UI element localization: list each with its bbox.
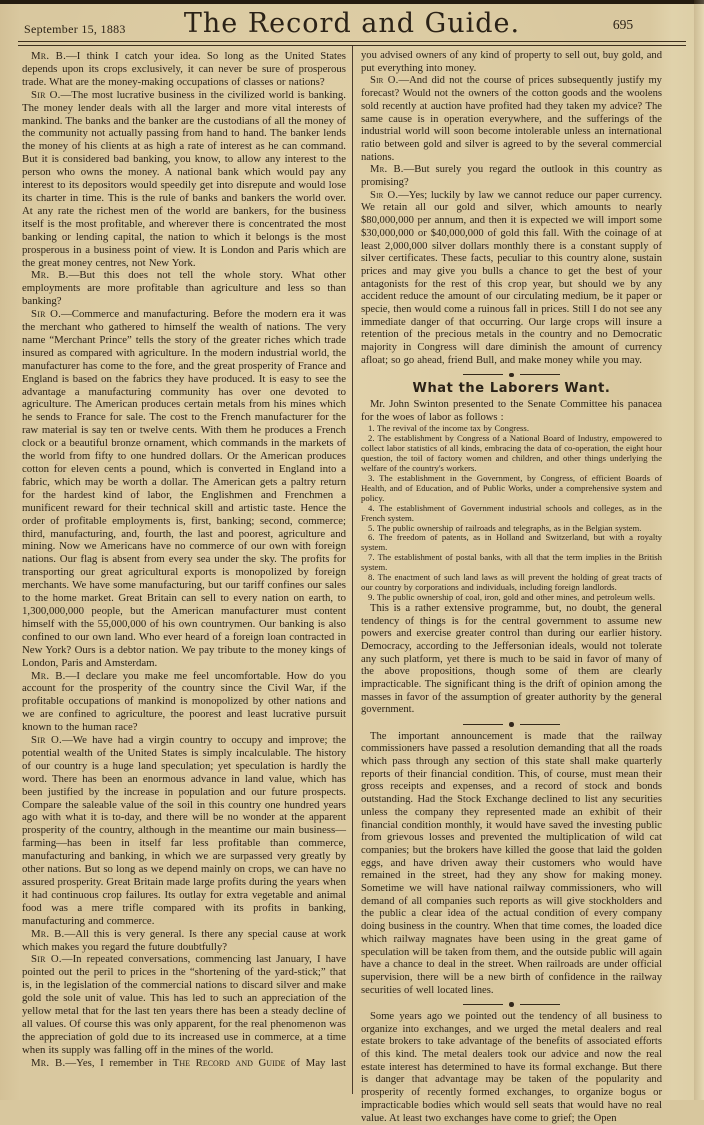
speaker-label: Sir O. xyxy=(31,308,61,321)
speaker-label: Sir O. xyxy=(31,88,61,101)
speaker-label: Mr. B. xyxy=(31,1056,66,1069)
list-item: 5. The public ownership of railroads and telegraphs, as in the Belgian system. xyxy=(368,522,642,533)
speaker-label: Mr. B. xyxy=(370,164,404,176)
list-item: 1. The revival of the income tax by Congress. xyxy=(368,423,529,434)
paragraph-text: you advised owners of any kind of property to sell out, buy gold, and put everything into money. xyxy=(361,50,662,74)
paragraph-text: —The most lucrative business in the civilized world is banking. The money lender deals with all the larger and more vital interests of mankind. The banks and the banker are the custodians of all the money of the community not actually passing from hand to hand. The banker lends the money of his clients at as high a rate of interest as he can command. But it is considered bad banking, you know, to allow any interest to the person who owns the money. A national bank which would pay any interest to its depositors would speedily get into disrepute and would lose its charter in time. This is the rule of banks and bankers the world over. At any rate the richest men of the world are bankers, for the business itself is the most profitable, and wherever there is concentrated the most banking or lending capital, the nation to which it belongs is the most prosperous in a business point of view. It is London and Paris which are the great money centres, not New York. xyxy=(22,88,347,269)
page-edge-right xyxy=(694,0,704,1100)
paragraph-text: —In repeated conversations, commencing last January, I have pointed out the peril to prices in the “shortening of the yard-stick;” that is, in the legislation of the commercial nations to discard silver and make gold the sole unit of value. This has led to such an appreciation of the yellow metal that for the last ten years there has been a steady decline of all values. Of course this was only apparent, for the real phenomenon was the appreciation of gold due to its increased use in commerce, at a time when its supply was falling off in the mines of the world. xyxy=(22,953,346,1056)
paragraph-text: —I declare you make me feel uncomfortable. How do you account for the prosperity of the country since the Civil War, if the profitable occupations of mankind is monopolized by other nations and we are confined to agriculture, the poorest and least lucrative pursuit known to the human race? xyxy=(22,669,346,734)
paragraph xyxy=(361,190,662,368)
paragraph xyxy=(22,670,346,735)
paragraph-text: —We have had a virgin country to occupy and improve; the potential wealth of the United States is simply incalculable. The history of our country is a huge land speculation; yet speculation is hardly the word. There has been an enormous advance in land value, which has been justified by the increase in population and our future prospects. Compare the saleable value of the soil in this country one hundred years ago with what it is to-day, and there will be no wonder at the apparent prosperity of the country, although in the meantime our main business—farming—has been in itself far less profitable than commerce, manufacturing and banking, in which we are surpassed very greatly by other nations. But so long as we depend mainly on crops, we can have no assured prosperity. Great Britain made large profits during the years when it had continuous crop failures. Its outlay for extra vegetable and animal food was a mere trifle compared with its profits in banking, manufacturing and commerce. xyxy=(22,734,346,927)
paragraph-text: —All this is very general. Is there any special cause at work which makes you regard the future doubtfully? xyxy=(22,927,346,953)
list-item: 2. The establishment by Congress of a National Board of Industry, empowered to collect labor statistics of all kinds, embracing the data of co-operation, the eight hour question, the toil of factory women and children, and other things underlying the welfare of the country's workers. xyxy=(361,433,662,474)
section-heading: What the Laborers Want. xyxy=(412,381,611,397)
paragraph-text: Some years ago we pointed out the tendency of all business to organize into exchanges, and we urged the metal dealers and real estate brokers to take advantage of the benefits of associated efforts of this kind. The metal dealers took our advice and now the real estate interest has determined to have its formal exchange. But there is danger that advantage may be taken of the popularity and prosperity of recently formed exchanges, to organize bogus or impracticable bodies which would sell seats that would have no real value. At least two exchanges have come to grief; the Open xyxy=(361,1010,662,1124)
paragraph xyxy=(361,50,662,75)
paragraph xyxy=(361,164,662,189)
paragraph xyxy=(361,1011,662,1125)
paragraph-text: of May last xyxy=(285,1056,347,1069)
paragraph xyxy=(22,269,346,308)
section-divider-ornament xyxy=(361,373,662,378)
speaker-label: Sir O. xyxy=(31,734,62,747)
paragraph-text: —Commerce and manufacturing. Before the modern era it was the merchant who gathered to himself the wealth of nations. The very name “Merchant Prince” tells the story of the greater riches which trade insured as compared with agriculture. In the modern industrial world, the manufacturer has come to the fore, and the great prosperity of France and England is based on the fabrics they have produced. It is easy to see the advantage a manufacturing community has over one devoted to agriculture. The American produces certain metals from his mines which he sends to France for sale. The cost to the French manufacturer for the raw material is say ten or twelve cents. With them he produces a French clock or a beautiful bronze ornament, which commands in the markets of the world from fifty to one hundred dollars. Or the American produces cotton for eleven cents a pound, which is converted in England into a fabric, which may be worth a dollar. The American gets a paltry return for the hardest kind of labor, the Englishmen and Frenchmen a munificent reward for their technical skill and artistic taste. Hence the order of profitable employments is, first, banking; second, commerce; third, manufacturing, and, fourth, the last and poorest, agriculture and mining. Now we Americans have no commerce of our own with foreign nations. Our flag is absent from every sea under the sky. The profits for transporting our great agricultural exports is monopolized by foreign merchants. We have some manufacturing, but our tariff confines our sales to the home market. Great Britain can sell to every nation on earth, to 1,300,000,000 people, but the American manufacturer must content himself with the 55,000,000 of his own countrymen. Our banking is also confined to our own land. Who ever heard of a foreign loan contracted in New York? Ours is a debtor nation. We pay tribute to the money kings of London, Paris and Amsterdam. xyxy=(22,308,346,669)
paragraph-text: —Yes, I remember in xyxy=(65,1056,173,1069)
paragraph-text: This is a rather extensive programme, but, no doubt, the general tendency of things is for the central government to assume new powers and exercise greater control than during our earlier history. Democracy, according to the Jeffersonian ideals, would not tolerate any such platform, yet there is much to be said in favor of many of the above propositions, though some of them are clearly impracticable. The significant thing is the drift of opinion among the masses in favor of the assumption of greater authority by the general government. xyxy=(361,602,662,716)
list-item: 4. The establishment of Government industrial schools and colleges, as in the French system. xyxy=(361,502,662,523)
paragraph-text: —But this does not tell the whole story. What other employments are more profitable than agriculture and less so than banking? xyxy=(22,269,346,308)
paragraph-text: The important announcement is made that the railway commissioners have passed a resolution demanding that all the roads which pass through any section of this state shall make quarterly reports of their financial condition. This, of course, must mean their gross receipts and expenses, and a record of stock and bonds outstanding. Had the Stock Exchange declined to list any securities unless the company they represented made an exhibit of their financial condition monthly, it would have saved the investing public from grievous losses and prevented the multiplication of wild cat companies; but the brokers have killed the goose that laid the golden eggs, and have driven away their customers who would have remained in the street, had they any show for making money. Sometime we will have national railway commissioners, who will demand of all companies such reports as will give stockholders and the public a clear idea of the actual condition of every company doing business in the country. When that time comes, the loaded dice which railway magnates have been using in the great game of speculation will be taken from them, and the outside public will again have a chance to deal in the street. When railroads are under official supervision, there will be a new birth of confidence in the railway securities of well located lines. xyxy=(361,730,662,996)
list-item: 8. The enactment of such land laws as will prevent the holding of great tracts of our country by corporations and individuals, including foreign landlords. xyxy=(361,572,662,592)
paragraph-text: —Yes; luckily by law we cannot reduce our paper currency. We retain all our gold and silver, which amounts to nearly $80,000,000 per annum, and then it is expected we will import some $30,000,000 or $40,000,000 of gold this fall. With the coinage of at least 2,000,000 silver dollars monthly there is a constant supply of silver certificates. These facts, peculiar to this country alone, sustain prices and may give you bulls a chance to get the best of your antagonists for the rest of this crop year, but should we by any accident reduce the amount of our circulating medium, be it paper or specie, then would come a ruinous fall in prices. Still I do not see any immediate danger of that occurring. Our large crops will insure a retention of the precious metals in the country and no Democratic majority in Congress will dare diminish the amount of currency afloat; so go ahead, friend Bull, and make money while you may. xyxy=(361,189,662,366)
speaker-label: Mr. B. xyxy=(31,269,69,282)
issue-date: September 15, 1883 xyxy=(24,22,126,36)
list-item: 7. The establishment of postal banks, with all that the term implies in the British system. xyxy=(361,552,662,573)
paragraph-text: —I think I catch your idea. So long as the United States depends upon its crops exclusively, it can never be sure of prosperous trade. What are the money-making occupations of classes or nations? xyxy=(22,50,346,88)
speaker-label: Sir O. xyxy=(31,953,62,966)
paragraph xyxy=(22,308,346,669)
right-column xyxy=(361,50,662,1125)
speaker-label: Mr. B. xyxy=(31,50,66,62)
masthead-title: The Record and Guide. xyxy=(183,8,521,39)
speaker-label: Mr. B. xyxy=(31,927,65,940)
section-divider-ornament xyxy=(361,722,662,727)
paragraph xyxy=(22,953,346,1056)
speaker-label: Sir O. xyxy=(370,189,399,201)
paragraph xyxy=(361,75,662,164)
list-item: 3. The establishment in the Government, by Congress, of efficient Boards of Health, and of Education, and of Public Works, under a comprehensive system and policy. xyxy=(361,473,662,503)
paragraph xyxy=(361,399,662,424)
list-item: 6. The freedom of patents, as in Holland and Switzerland, but with a royalty system. xyxy=(361,532,662,553)
paragraph xyxy=(361,603,662,717)
scan-edge-top xyxy=(0,0,704,4)
left-column xyxy=(22,50,346,1070)
paragraph-text: —And did not the course of prices subsequently justify my forecast? Would not the owners of the cotton goods and the woolens sold recently at auction have profited had they taken my advice? The same cause is in operation everywhere, and the sufferings of the industrial world will soon become intolerable unless an international ratio between gold and silver is agreed to by the several commercial nations. xyxy=(361,75,662,163)
journal-name: The Record and Guide xyxy=(172,1056,286,1069)
paragraph xyxy=(22,928,346,954)
speaker-label: Mr. B. xyxy=(31,669,66,682)
paragraph xyxy=(22,1057,346,1070)
paragraph xyxy=(22,89,346,270)
speaker-label: Sir O. xyxy=(370,75,399,87)
paragraph-text: Mr. John Swinton presented to the Senate Committee his panacea for the woes of labor as follows : xyxy=(361,399,662,423)
list-item: 9. The public ownership of coal, iron, gold and other mines, and petroleum wells. xyxy=(368,591,655,602)
paragraph xyxy=(22,734,346,928)
paragraph xyxy=(22,50,346,89)
paragraph xyxy=(361,731,662,998)
paragraph-text: —But surely you regard the outlook in this country as promising? xyxy=(361,164,662,189)
section-divider-ornament xyxy=(361,1002,662,1007)
page-number: 695 xyxy=(612,17,634,32)
column-divider xyxy=(352,46,353,1094)
